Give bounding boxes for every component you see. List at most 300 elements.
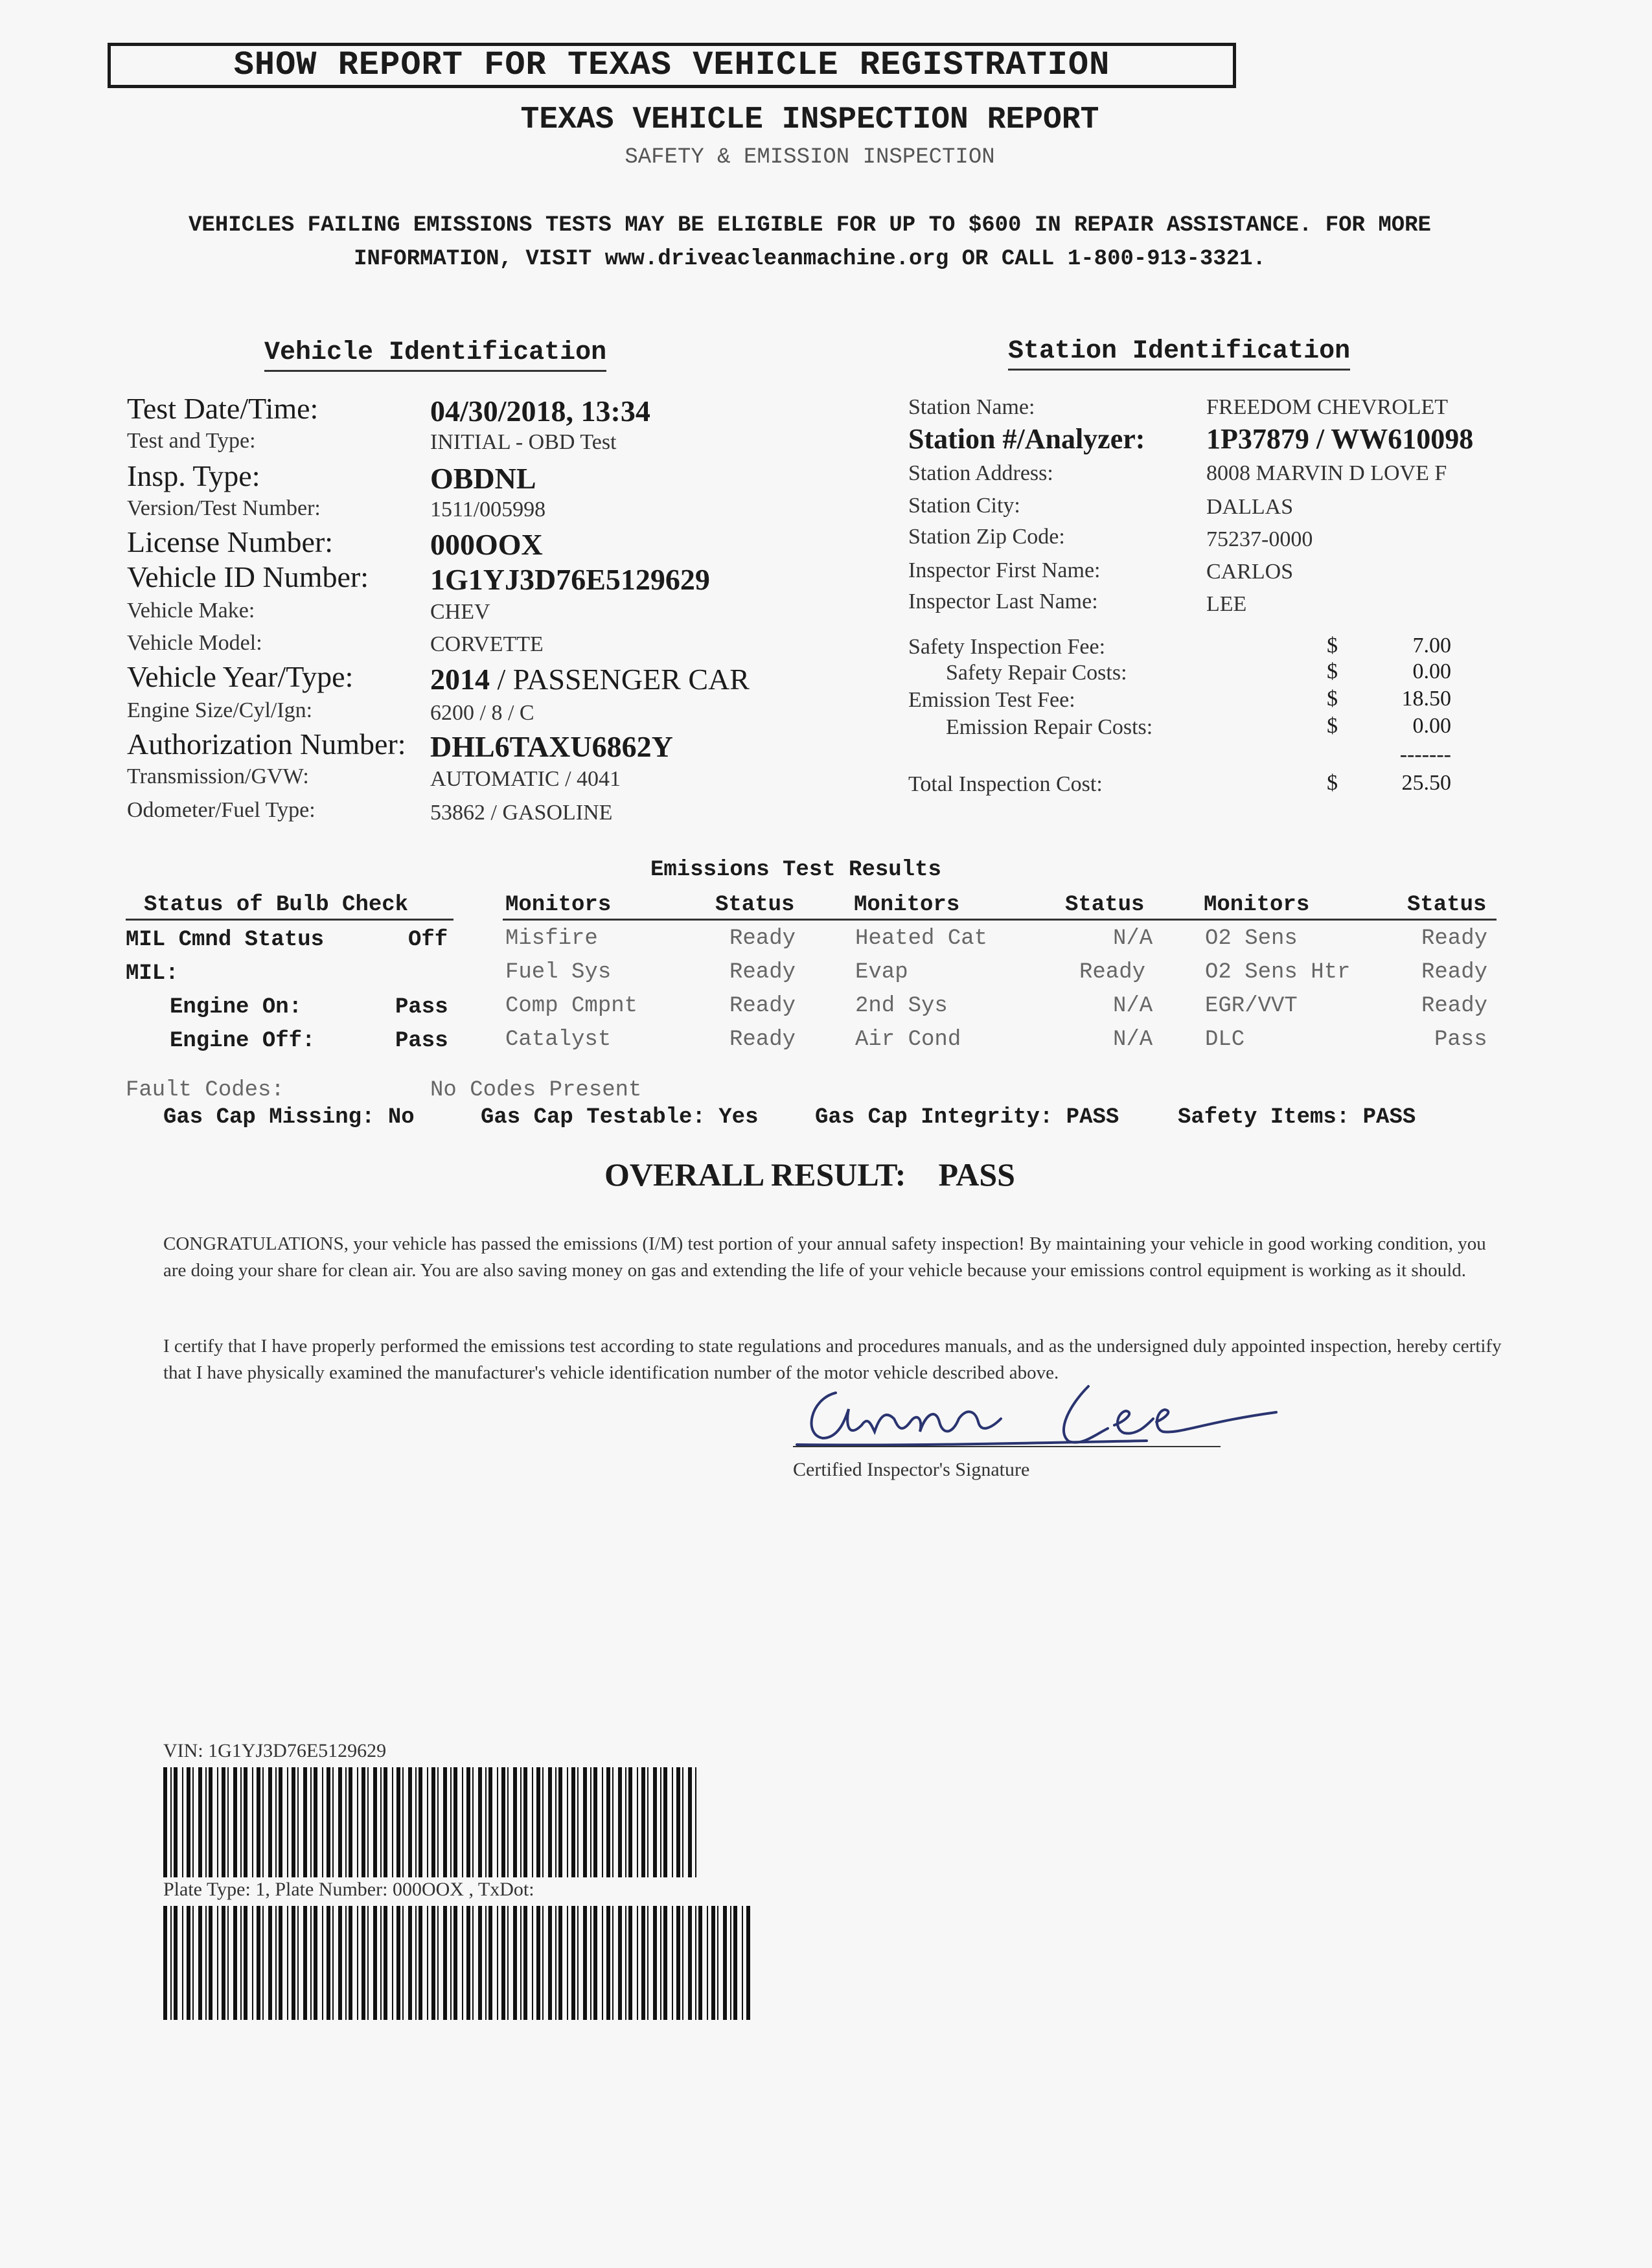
barcode-bar (227, 1906, 229, 2020)
monitors-col-header: Monitors (854, 893, 960, 917)
barcode-bar (427, 1906, 428, 2020)
barcode-bar (419, 1906, 422, 2020)
barcode-bar (205, 1906, 207, 2020)
barcode-bar (593, 1767, 597, 1877)
barcode-bar (163, 1767, 167, 1877)
barcode-bar (310, 1906, 312, 2020)
barcode-bar (641, 1767, 645, 1877)
barcode-bar (349, 1906, 352, 2020)
barcode-bar (361, 1767, 365, 1877)
barcode-bar (437, 1767, 439, 1877)
barcode-bar (233, 1767, 237, 1877)
station-analyzer-value: 1P37879 / WW610098 (1206, 423, 1474, 455)
license-label: License Number: (127, 525, 334, 558)
barcode-bar (252, 1906, 253, 2020)
barcode-bar (198, 1906, 202, 2020)
barcode-bar (244, 1906, 247, 2020)
signature-caption: Certified Inspector's Signature (793, 1459, 1030, 1480)
barcode-bar (507, 1906, 509, 2020)
report-subtitle: SAFETY & EMISSION INSPECTION (625, 145, 995, 170)
barcode-bar (497, 1767, 498, 1877)
barcode-bar (443, 1767, 447, 1877)
barcode-bar (453, 1767, 457, 1877)
barcode-bar (174, 1767, 178, 1877)
barcode-bar (303, 1767, 307, 1877)
barcode-bar (240, 1767, 242, 1877)
barcode-bar (209, 1767, 212, 1877)
barcode-bar (437, 1906, 439, 2020)
station-name-value: FREEDOM CHEVROLET (1206, 395, 1449, 419)
license-value: 000OOX (430, 528, 543, 561)
barcode-bar (182, 1767, 183, 1877)
barcode-bar (536, 1767, 540, 1877)
inspector-first-value: CARLOS (1206, 560, 1294, 584)
barcode-bar (488, 1906, 492, 2020)
station-city-value: DALLAS (1206, 495, 1294, 519)
barcode-bar (590, 1906, 591, 2020)
odometer-value: 53862 / GASOLINE (430, 801, 613, 825)
barcode-bar (462, 1906, 463, 2020)
barcode-bar (357, 1906, 358, 2020)
plate-barcode-caption: Plate Type: 1, Plate Number: 000OOX , TxDot: (163, 1879, 534, 1900)
fee-dollar: $ (1327, 634, 1338, 658)
engine-on-label: Engine On: (170, 995, 303, 1020)
engine-value: 6200 / 8 / C (430, 701, 534, 725)
monitor-name: O2 Sens Htr (1205, 960, 1351, 985)
barcode-bar (338, 1906, 342, 2020)
barcode-bar (408, 1906, 412, 2020)
barcode-bar (660, 1906, 661, 2020)
barcode-bar (641, 1906, 645, 2020)
barcode-bar (450, 1906, 452, 2020)
barcode-bar (628, 1767, 632, 1877)
barcode-bar (222, 1767, 225, 1877)
vin-barcode-caption: VIN: 1G1YJ3D76E5129629 (163, 1740, 387, 1761)
odometer-label: Odometer/Fuel Type: (127, 798, 315, 822)
monitor-status: Ready (729, 960, 796, 985)
barcode-bar (695, 1906, 696, 2020)
barcode-bar (567, 1906, 568, 2020)
barcode-bar (532, 1906, 533, 2020)
barcode-bar (548, 1767, 552, 1877)
barcode-bar (244, 1767, 247, 1877)
barcode-bar (558, 1906, 562, 2020)
engine-on-value: Pass (395, 995, 448, 1020)
model-label: Vehicle Model: (127, 631, 262, 655)
fee-value: 7.00 (1412, 634, 1451, 658)
barcode-bar (240, 1906, 242, 2020)
vehicle-identification-heading: Vehicle Identification (264, 338, 606, 372)
barcode-bar (733, 1906, 737, 2020)
barcode-bar (723, 1906, 727, 2020)
barcode-bar (338, 1767, 342, 1877)
barcode-bar (275, 1906, 277, 2020)
barcode-bar (431, 1906, 435, 2020)
mil-label: MIL: (126, 961, 179, 986)
monitor-name: Catalyst (505, 1027, 612, 1052)
barcode-bar (707, 1906, 708, 2020)
plate-barcode (163, 1906, 754, 2020)
overall-result-label: OVERALL RESULT: (604, 1156, 906, 1193)
barcode-bar (408, 1767, 412, 1877)
barcode-bar (373, 1767, 377, 1877)
barcode-bar (583, 1767, 587, 1877)
barcode-bar (676, 1906, 680, 2020)
station-zip-value: 75237-0000 (1206, 527, 1313, 551)
inspector-last-value: LEE (1206, 592, 1247, 616)
barcode-bar (555, 1906, 556, 2020)
barcode-bar (542, 1906, 544, 2020)
barcode-bar (625, 1767, 626, 1877)
barcode-bar (536, 1906, 540, 2020)
barcode-bar (292, 1767, 295, 1877)
barcode-bar (163, 1906, 167, 2020)
barcode-bar (590, 1767, 591, 1877)
barcode-bar (322, 1906, 323, 2020)
barcode-bar (520, 1767, 522, 1877)
bulb-check-heading: Status of Bulb Check (144, 893, 409, 917)
barcode-bar (170, 1767, 172, 1877)
barcode-bar (310, 1767, 312, 1877)
barcode-bar (209, 1906, 212, 2020)
barcode-bar (488, 1767, 492, 1877)
inspector-signature (784, 1373, 1289, 1458)
certification-paragraph: I certify that I have properly performed the emissions test according to state regulations and procedures manuals, and as the undersigned duly appointed inspection, hereby certify that I have physically examined the manufacturer's vehicle identification number of the motor vehicle described above. (163, 1336, 1502, 1383)
barcode-bar (485, 1767, 487, 1877)
monitor-name: Evap (855, 960, 908, 985)
barcode-bar (182, 1906, 183, 2020)
monitors-heading-rule (503, 919, 1497, 921)
barcode-bar (672, 1767, 673, 1877)
barcode-bar (443, 1906, 447, 2020)
monitor-status: Ready (729, 926, 796, 951)
safety-items: Safety Items: PASS (1178, 1105, 1416, 1130)
insp-type-value: OBDNL (430, 462, 536, 495)
barcode-bar (367, 1767, 369, 1877)
barcode-bar (287, 1767, 288, 1877)
barcode-bar (555, 1767, 556, 1877)
barcode-bar (233, 1906, 237, 2020)
monitor-name: O2 Sens (1205, 926, 1298, 951)
barcode-bar (367, 1906, 369, 2020)
barcode-bar (419, 1767, 422, 1877)
barcode-bar (373, 1906, 377, 2020)
barcode-bar (717, 1906, 718, 2020)
monitors-col-header: Monitors (1204, 893, 1310, 917)
barcode-bar (606, 1906, 610, 2020)
engine-label: Engine Size/Cyl/Ign: (127, 698, 313, 722)
barcode-bar (297, 1767, 299, 1877)
vehicle-type-value: / PASSENGER CAR (490, 663, 750, 696)
barcode-bar (252, 1767, 253, 1877)
barcode-bar (314, 1906, 317, 2020)
barcode-bar (327, 1906, 330, 2020)
monitor-status: Ready (1079, 960, 1146, 985)
fee-label: Emission Repair Costs: (946, 715, 1153, 739)
barcode-bar (262, 1767, 264, 1877)
barcode-bar (520, 1906, 522, 2020)
barcode-bar (618, 1906, 622, 2020)
inspector-first-label: Inspector First Name: (908, 558, 1101, 582)
monitor-status: Ready (729, 994, 796, 1018)
barcode-bar (462, 1767, 463, 1877)
mil-cmnd-value: Off (408, 928, 448, 952)
barcode-bar (297, 1906, 299, 2020)
monitor-status: Ready (1421, 960, 1488, 985)
barcode-bar (676, 1767, 680, 1877)
barcode-bar (730, 1906, 731, 2020)
barcode-bar (450, 1767, 452, 1877)
barcode-bar (602, 1767, 603, 1877)
barcode-bar (303, 1906, 307, 2020)
station-name-label: Station Name: (908, 395, 1035, 419)
monitor-status: N/A (1113, 994, 1153, 1018)
barcode-bar (227, 1767, 229, 1877)
barcode-bar (618, 1767, 622, 1877)
vin-value: 1G1YJ3D76E5129629 (430, 563, 710, 596)
barcode-bar (402, 1767, 404, 1877)
year-type-value (430, 662, 750, 696)
barcode-bar (628, 1906, 632, 2020)
fee-value: 0.00 (1412, 714, 1451, 738)
year-type-label: Vehicle Year/Type: (127, 660, 354, 693)
fee-divider: ------- (1399, 742, 1451, 766)
barcode-bar (327, 1767, 330, 1877)
barcode-bar (542, 1767, 544, 1877)
barcode-bar (396, 1767, 400, 1877)
emissions-heading: Emissions Test Results (650, 858, 941, 882)
make-label: Vehicle Make: (127, 599, 255, 623)
barcode-bar (571, 1906, 575, 2020)
barcode-bar (392, 1767, 393, 1877)
barcode-bar (332, 1767, 334, 1877)
gas-cap-integrity: Gas Cap Integrity: PASS (815, 1105, 1119, 1130)
barcode-bar (612, 1906, 614, 2020)
barcode-bar (660, 1767, 661, 1877)
congratulations-paragraph: CONGRATULATIONS, your vehicle has passed the emissions (I/M) test portion of your annual safety inspection! By maintaining your vehicle in good working condition, you are doing your share for clean air. You are also saving money on gas and extending the life of your vehicle because your emissions control equipment is working as it should. (163, 1233, 1486, 1281)
barcode-bar (198, 1767, 202, 1877)
barcode-bar (742, 1906, 743, 2020)
barcode-bar (415, 1767, 417, 1877)
fee-label: Safety Inspection Fee: (908, 635, 1106, 659)
barcode-bar (279, 1767, 282, 1877)
signature-line (793, 1446, 1221, 1447)
barcode-bar (695, 1767, 696, 1877)
barcode-bar (625, 1906, 626, 2020)
fault-codes-value: No Codes Present (430, 1078, 642, 1103)
test-datetime-label: Test Date/Time: (127, 392, 319, 425)
barcode-bar (268, 1767, 272, 1877)
barcode-bar (577, 1906, 579, 2020)
barcode-bar (415, 1906, 417, 2020)
monitor-status: N/A (1113, 926, 1153, 951)
barcode-bar (345, 1906, 347, 2020)
repair-assistance-notice: VEHICLES FAILING EMISSIONS TESTS MAY BE ELIGIBLE FOR UP TO $600 IN REPAIR ASSISTANCE. FOR MORE INFORMATION, VISIT www.driveacleanmachine.org OR CALL 1-800-913-3321. (189, 213, 1431, 271)
report-title: TEXAS VEHICLE INSPECTION REPORT (520, 102, 1099, 137)
barcode-bar (275, 1767, 277, 1877)
barcode-bar (262, 1906, 264, 2020)
fee-label: Emission Test Fee: (908, 688, 1075, 712)
barcode-bar (217, 1906, 218, 2020)
barcode-bar (472, 1767, 474, 1877)
report-banner: SHOW REPORT FOR TEXAS VEHICLE REGISTRATION (108, 43, 1236, 88)
status-col-header: Status (1407, 893, 1487, 917)
barcode-bar (170, 1906, 172, 2020)
barcode-bar (688, 1767, 692, 1877)
barcode-bar (478, 1767, 482, 1877)
test-type-value: INITIAL - OBD Test (430, 430, 617, 454)
fee-value: 18.50 (1401, 687, 1451, 711)
monitor-status: N/A (1113, 1027, 1153, 1052)
monitor-status: Ready (1421, 994, 1488, 1018)
transmission-value: AUTOMATIC / 4041 (430, 767, 621, 791)
make-value: CHEV (430, 600, 490, 624)
monitor-status: Pass (1434, 1027, 1487, 1052)
barcode-bar (501, 1767, 505, 1877)
monitor-status: Ready (729, 1027, 796, 1052)
barcode-bar (583, 1906, 587, 2020)
model-value: CORVETTE (430, 632, 544, 656)
barcode-bar (746, 1906, 750, 2020)
barcode-bar (501, 1906, 505, 2020)
barcode-bar (606, 1767, 610, 1877)
gas-cap-testable: Gas Cap Testable: Yes (481, 1105, 759, 1130)
monitor-status: Ready (1421, 926, 1488, 951)
barcode-bar (637, 1767, 638, 1877)
mil-cmnd-label: MIL Cmnd Status (126, 928, 325, 952)
barcode-bar (513, 1767, 517, 1877)
barcode-bar (637, 1906, 638, 2020)
barcode-bar (507, 1767, 509, 1877)
year-value: 2014 (430, 663, 490, 696)
fee-value: 0.00 (1412, 659, 1451, 683)
station-zip-label: Station Zip Code: (908, 525, 1065, 549)
barcode-bar (392, 1906, 393, 2020)
barcode-bar (571, 1767, 575, 1877)
barcode-bar (332, 1906, 334, 2020)
barcode-bar (205, 1767, 207, 1877)
station-identification-heading: Station Identification (1008, 337, 1350, 371)
barcode-bar (279, 1906, 282, 2020)
barcode-bar (345, 1767, 347, 1877)
barcode-bar (402, 1906, 404, 2020)
barcode-bar (453, 1906, 457, 2020)
test-type-label: Test and Type: (127, 429, 256, 453)
bulb-heading-rule (126, 919, 453, 921)
barcode-bar (698, 1906, 702, 2020)
auth-value: DHL6TAXU6862Y (430, 730, 673, 763)
gas-cap-missing: Gas Cap Missing: No (163, 1105, 415, 1130)
station-address-label: Station Address: (908, 461, 1053, 485)
barcode-bar (268, 1906, 272, 2020)
monitor-name: Heated Cat (855, 926, 988, 951)
barcode-bar (380, 1767, 382, 1877)
test-datetime-value: 04/30/2018, 13:34 (430, 395, 650, 428)
monitor-name: 2nd Sys (855, 994, 948, 1018)
barcode-bar (532, 1767, 533, 1877)
fee-dollar: $ (1327, 659, 1338, 683)
overall-result-value: PASS (938, 1156, 1015, 1193)
barcode-bar (558, 1767, 562, 1877)
barcode-bar (478, 1906, 482, 2020)
barcode-bar (663, 1906, 667, 2020)
barcode-bar (612, 1767, 614, 1877)
barcode-bar (174, 1906, 178, 2020)
barcode-bar (187, 1906, 190, 2020)
barcode-bar (711, 1906, 715, 2020)
barcode-bar (647, 1906, 648, 2020)
barcode-bar (523, 1767, 527, 1877)
barcode-bar (192, 1906, 194, 2020)
version-label: Version/Test Number: (127, 496, 321, 520)
barcode-bar (431, 1767, 435, 1877)
barcode-bar (217, 1767, 218, 1877)
transmission-label: Transmission/GVW: (127, 764, 309, 788)
engine-off-label: Engine Off: (170, 1029, 315, 1053)
total-dollar: $ (1327, 771, 1338, 795)
inspector-last-label: Inspector Last Name: (908, 590, 1098, 613)
barcode-bar (314, 1767, 317, 1877)
barcode-bar (682, 1906, 683, 2020)
station-analyzer-label: Station #/Analyzer: (908, 423, 1145, 455)
barcode-bar (472, 1906, 474, 2020)
barcode-bar (593, 1906, 597, 2020)
barcode-bar (384, 1767, 387, 1877)
barcode-bar (322, 1767, 323, 1877)
insp-type-label: Insp. Type: (127, 459, 260, 492)
barcode-bar (187, 1767, 190, 1877)
barcode-bar (548, 1906, 552, 2020)
barcode-bar (384, 1906, 387, 2020)
barcode-bar (523, 1906, 527, 2020)
monitors-col-header: Monitors (505, 893, 612, 917)
barcode-bar (361, 1906, 365, 2020)
fee-dollar: $ (1327, 687, 1338, 711)
vin-label: Vehicle ID Number: (127, 560, 369, 593)
barcode-bar (688, 1906, 692, 2020)
barcode-bar (287, 1906, 288, 2020)
station-address-value: 8008 MARVIN D LOVE F (1206, 461, 1447, 485)
barcode-bar (653, 1767, 657, 1877)
monitor-name: Fuel Sys (505, 960, 612, 985)
barcode-bar (357, 1767, 358, 1877)
barcode-bar (682, 1767, 683, 1877)
barcode-bar (257, 1767, 260, 1877)
status-col-header: Status (1065, 893, 1145, 917)
barcode-bar (602, 1906, 603, 2020)
monitor-name: Air Cond (855, 1027, 961, 1052)
barcode-bar (222, 1906, 225, 2020)
barcode-bar (497, 1906, 498, 2020)
barcode-bar (349, 1767, 352, 1877)
barcode-bar (427, 1767, 428, 1877)
fee-dollar: $ (1327, 714, 1338, 738)
version-value: 1511/005998 (430, 498, 546, 521)
fee-label: Safety Repair Costs: (946, 661, 1127, 685)
barcode-bar (513, 1906, 517, 2020)
barcode-bar (192, 1767, 194, 1877)
vin-barcode (163, 1767, 702, 1877)
total-cost-value: 25.50 (1401, 771, 1451, 795)
status-col-header: Status (715, 893, 795, 917)
barcode-bar (485, 1906, 487, 2020)
monitor-name: Misfire (505, 926, 598, 951)
barcode-bar (647, 1767, 648, 1877)
barcode-bar (663, 1767, 667, 1877)
station-city-label: Station City: (908, 494, 1020, 518)
overall-result (0, 1156, 1620, 1193)
barcode-bar (567, 1767, 568, 1877)
